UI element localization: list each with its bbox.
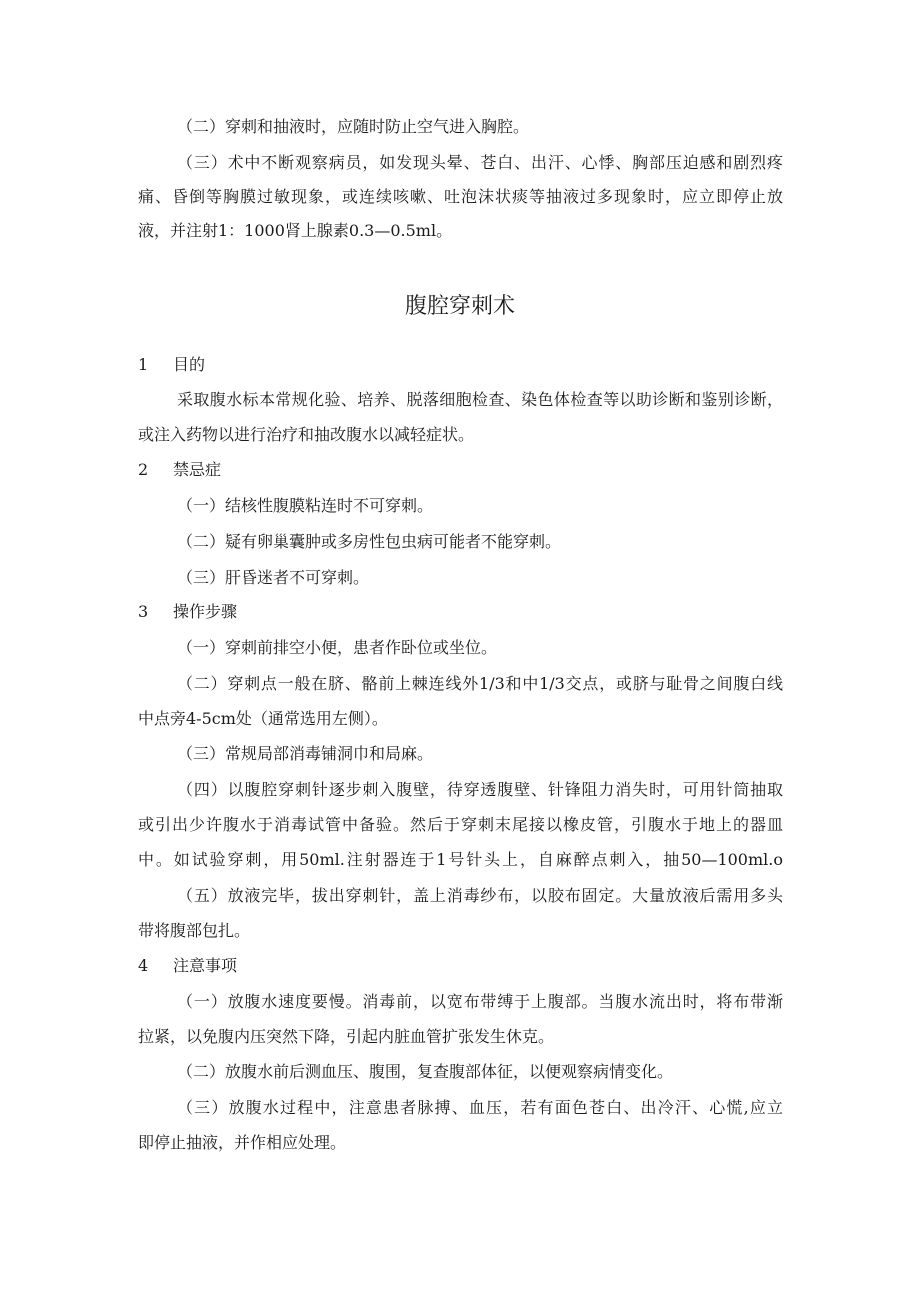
paragraph-line: （五）放液完毕，拔出穿刺针，盖上消毒纱布，以胶布固定。大量放液后需用多头: [177, 886, 783, 905]
paragraph-line: （三）放腹水过程中，注意患者脉搏、血压，若有面色苍白、出冷汗、心慌,应立: [177, 1098, 783, 1117]
paragraph-line: （三）常规局部消毒铺洞巾和局麻。: [177, 744, 434, 763]
section-heading-3: [138, 602, 237, 622]
paragraph-line: 采取腹水标本常规化验、培养、脱落细胞检查、染色体检查等以助诊断和鉴别诊断，: [177, 390, 783, 409]
paragraph-line: 即停止抽液，并作相应处理。: [138, 1133, 347, 1152]
intro-paragraph-1: （二）穿刺和抽液时，应随时防止空气进入胸腔。: [177, 117, 530, 136]
paragraph-line: （一）结核性腹膜粘连时不可穿刺。: [177, 496, 434, 515]
section-heading-4: [138, 956, 237, 976]
paragraph-line: 拉紧，以免腹内压突然下降，引起内脏血管扩张发生休克。: [138, 1027, 555, 1046]
intro-paragraph-2-line-2: 痛、昏倒等胸膜过敏现象，或连续咳嗽、吐泡沫状痰等抽液过多现象时，应立即停止放: [138, 187, 783, 206]
paragraph-line: （二）穿刺点一般在脐、骼前上棘连线外1/3和中1/3交点，或脐与耻骨之间腹白线: [177, 674, 783, 693]
paragraph-line: （一）放腹水速度要慢。消毒前，以宽布带缚于上腹部。当腹水流出时，将布带渐: [177, 992, 783, 1011]
section-heading-text: 目的: [173, 355, 206, 374]
intro-paragraph-2-line-3: 液，并注射1：1000肾上腺素0.3—0.5ml。: [138, 221, 453, 240]
paragraph-line: 或引出少许腹水于消毒试管中备验。然后于穿刺末尾接以橡皮管，引腹水于地上的器皿: [138, 815, 783, 834]
page-title: 腹腔穿刺术: [404, 294, 515, 319]
section-heading-2: [138, 460, 221, 480]
paragraph-line: （二）疑有卵巢囊肿或多房性包虫病可能者不能穿刺。: [177, 532, 562, 551]
section-number: 2: [138, 460, 149, 479]
section-heading-text: 注意事项: [173, 956, 238, 975]
paragraph-line: 带将腹部包扎。: [138, 921, 251, 940]
section-number: 3: [138, 602, 149, 621]
paragraph-line: （四）以腹腔穿刺针逐步刺入腹壁，待穿透腹壁、针锋阻力消失时，可用针筒抽取: [177, 780, 783, 799]
paragraph-line: （一）穿刺前排空小便，患者作卧位或坐位。: [177, 638, 498, 657]
intro-paragraph-2-line-1: （三）术中不断观察病员，如发现头晕、苍白、出汗、心悸、胸部压迫感和剧烈疼: [177, 153, 783, 172]
paragraph-line: 中点旁4-5cm处（通常选用左侧）。: [138, 709, 388, 728]
section-heading-text: 操作步骤: [173, 602, 238, 621]
paragraph-line: 中。如试验穿刺，用50ml.注射器连于1号针头上，自麻醉点刺入，抽50—100ml.o: [138, 850, 783, 869]
section-heading-1: [138, 355, 205, 375]
section-number: 1: [138, 355, 149, 374]
paragraph-line: （二）放腹水前后测血压、腹围，复查腹部体征，以便观察病情变化。: [177, 1062, 674, 1081]
paragraph-line: （三）肝昏迷者不可穿刺。: [177, 568, 370, 587]
paragraph-line: 或注入药物以进行治疗和抽改腹水以减轻症状。: [138, 425, 475, 444]
section-number: 4: [138, 956, 149, 975]
section-heading-text: 禁忌症: [173, 460, 222, 479]
